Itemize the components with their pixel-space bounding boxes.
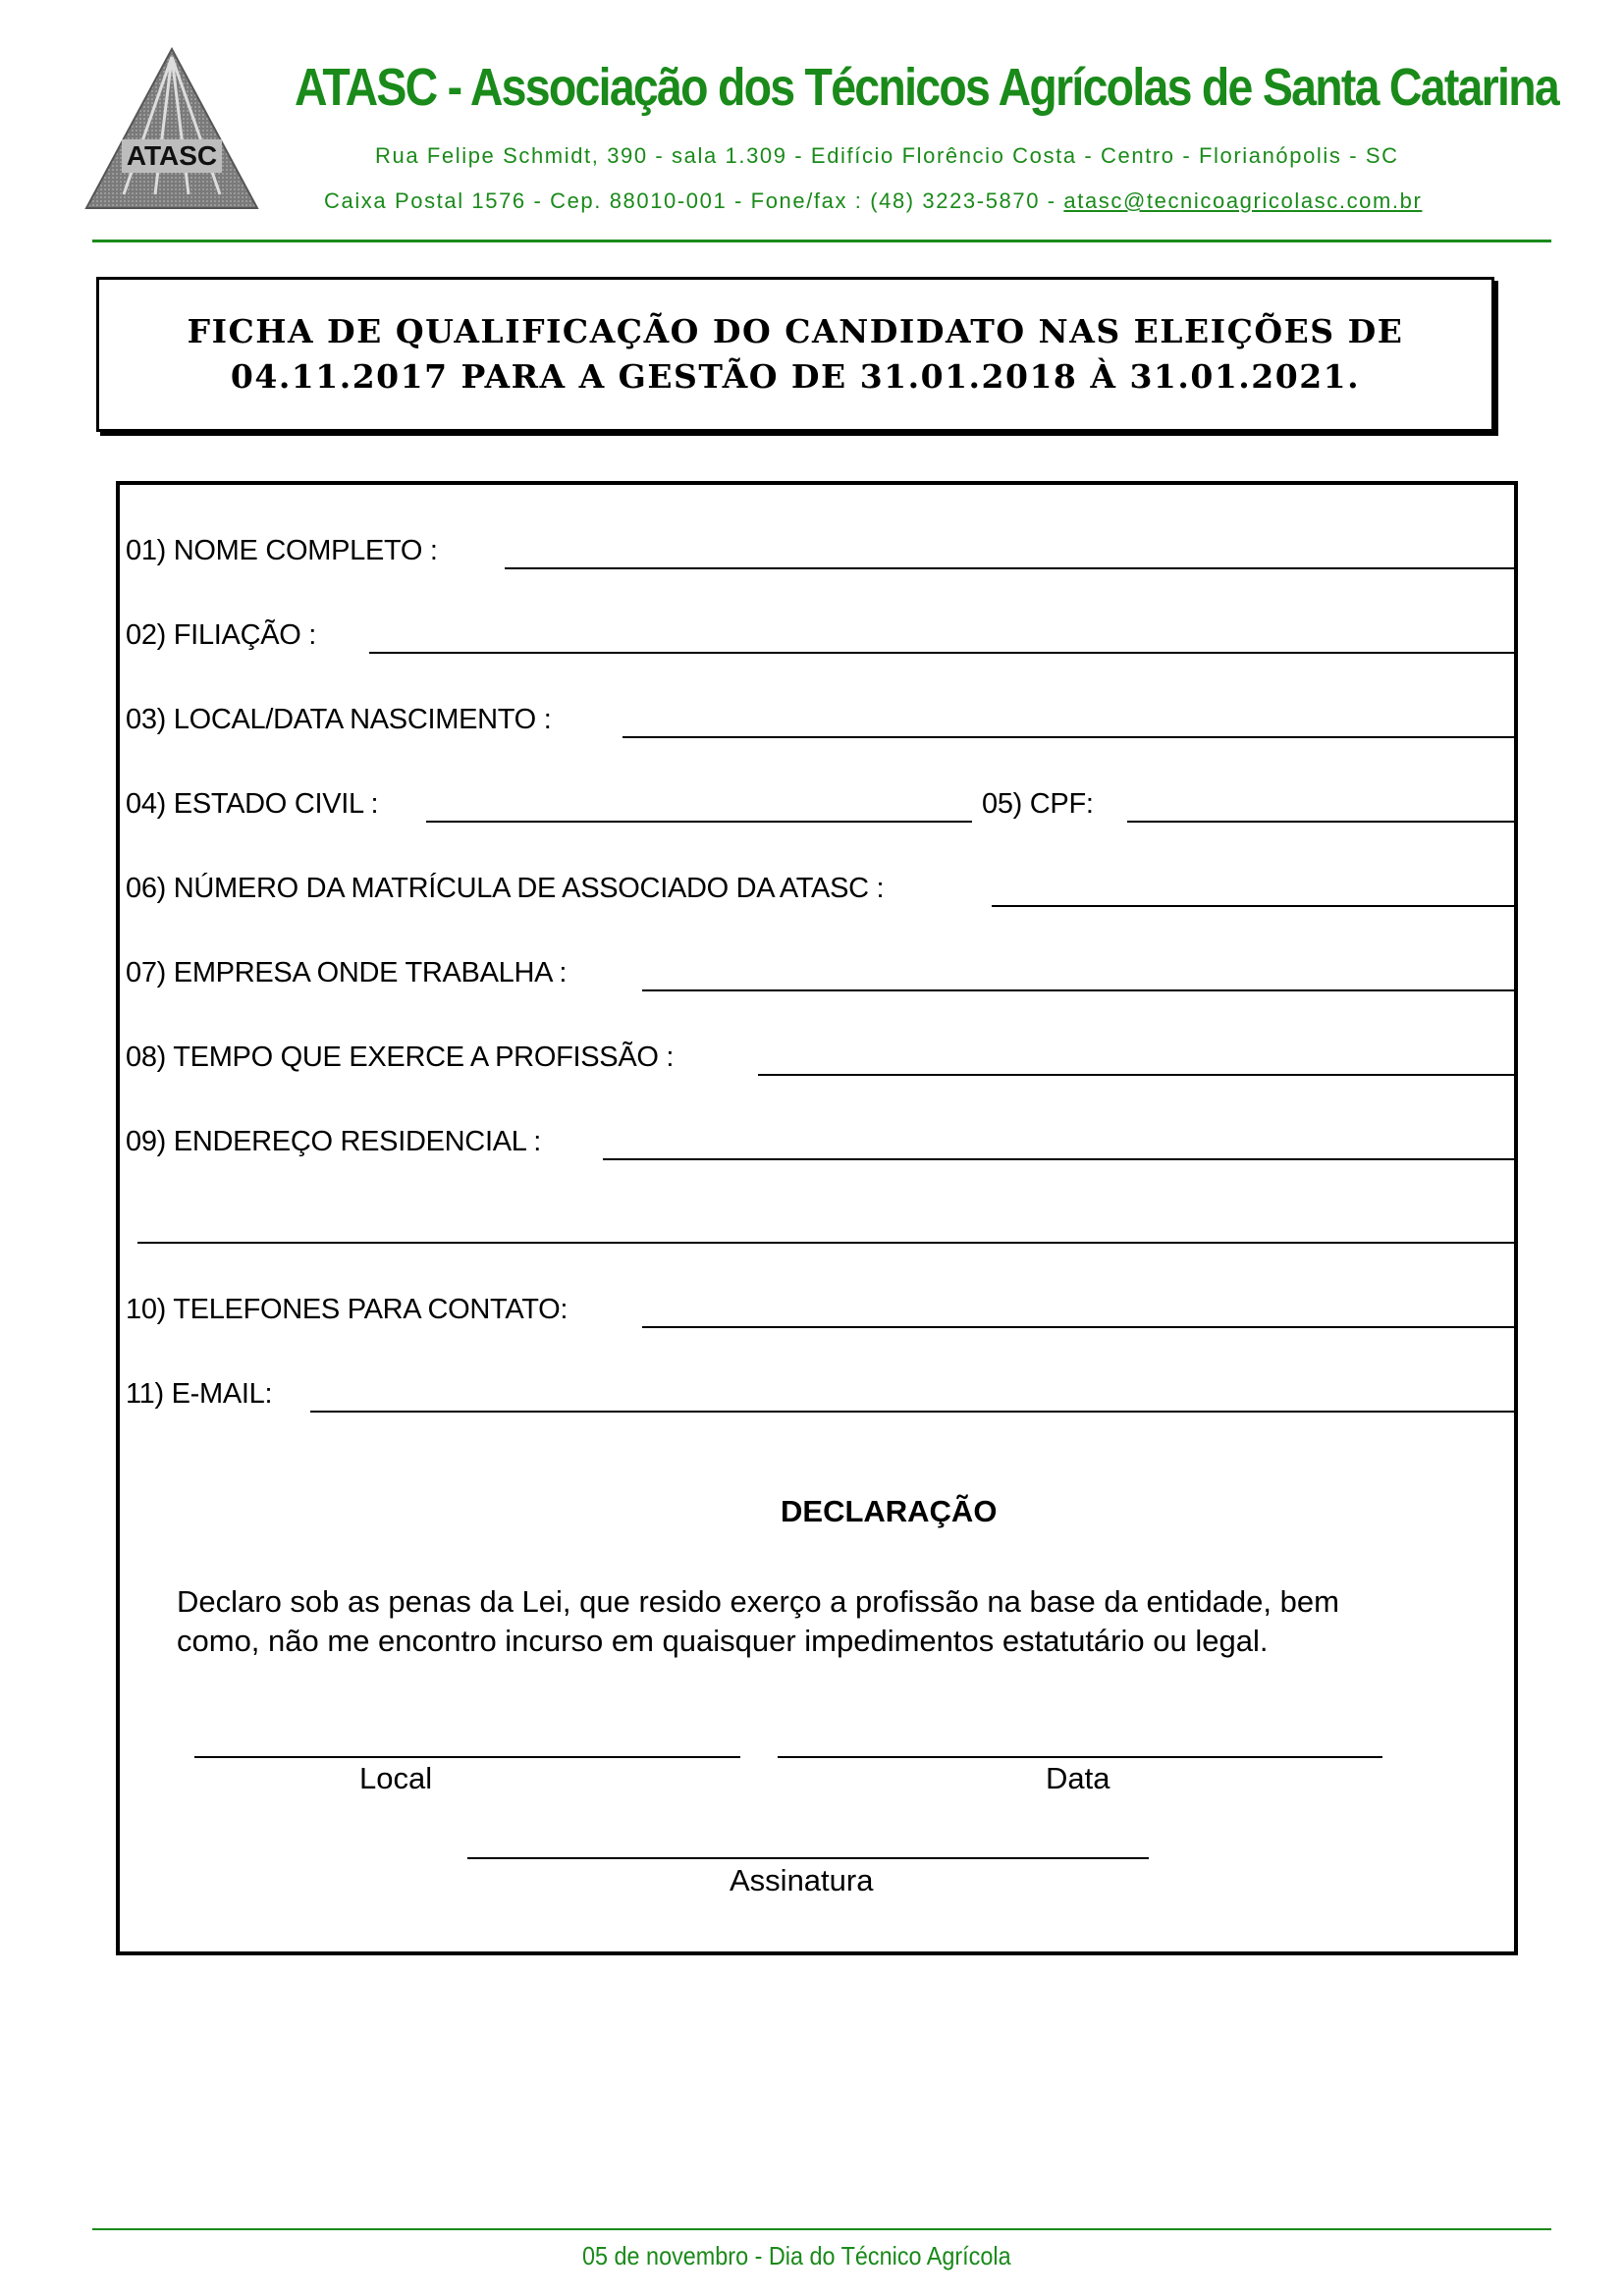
field-line-endereco-continued[interactable] [137, 1242, 1516, 1244]
signature-line-data[interactable] [778, 1756, 1382, 1758]
field-label-local-data: 03) LOCAL/DATA NASCIMENTO : [126, 704, 552, 735]
field-line-email[interactable] [310, 1411, 1516, 1413]
signature-label-assinatura: Assinatura [730, 1863, 874, 1897]
field-label-matricula: 06) NÚMERO DA MATRÍCULA DE ASSOCIADO DA ATASC : [126, 873, 885, 904]
declaration-line-1: Declaro sob as penas da Lei, que resido exerço a profissão na base da entidade, bem [177, 1584, 1339, 1619]
field-line-filiacao[interactable] [369, 652, 1516, 654]
form-title-line-2: 04.11.2017 PARA A GESTÃO DE 31.01.2018 À 31.01.2021. [230, 357, 1361, 396]
address-line-1: Rua Felipe Schmidt, 390 - sala 1.309 - Edifício Florêncio Costa - Centro - Florianópolis - SC [375, 143, 1399, 168]
field-line-matricula[interactable] [992, 905, 1516, 907]
field-line-tempo[interactable] [758, 1074, 1516, 1076]
field-line-telefones[interactable] [642, 1326, 1516, 1328]
field-label-nome: 01) NOME COMPLETO : [126, 535, 438, 566]
signature-label-local: Local [359, 1761, 433, 1795]
field-label-endereco: 09) ENDEREÇO RESIDENCIAL : [126, 1126, 542, 1157]
declaration-title: DECLARAÇÃO [781, 1494, 998, 1528]
email-link[interactable]: atasc@tecnicoagricolasc.com.br [1063, 188, 1423, 213]
form-title-line-1: FICHA DE QUALIFICAÇÃO DO CANDIDATO NAS ELEIÇÕES DE [187, 312, 1404, 350]
contact-info: Caixa Postal 1576 - Cep. 88010-001 - Fone/fax : (48) 3223-5870 - [324, 188, 1064, 213]
address-line-2 [324, 188, 1422, 214]
signature-line-assinatura[interactable] [467, 1857, 1149, 1859]
organization-title: ATASC - Associação dos Técnicos Agrícolas de Santa Catarina [295, 58, 1558, 117]
field-label-telefones: 10) TELEFONES PARA CONTATO: [126, 1294, 568, 1325]
form-box [116, 481, 1518, 1955]
svg-text:ATASC: ATASC [126, 140, 218, 171]
signature-label-data: Data [1046, 1761, 1110, 1795]
field-label-estado-civil: 04) ESTADO CIVIL : [126, 788, 379, 820]
footer-divider [92, 2228, 1551, 2230]
declaration-text [177, 1582, 1339, 1661]
field-line-endereco[interactable] [603, 1158, 1516, 1160]
field-label-filiacao: 02) FILIAÇÃO : [126, 619, 317, 651]
field-label-cpf: 05) CPF: [982, 788, 1094, 820]
declaration-line-2: como, não me encontro incurso em quaisquer impedimentos estatutário ou legal. [177, 1624, 1269, 1658]
field-line-empresa[interactable] [642, 989, 1516, 991]
field-label-tempo: 08) TEMPO QUE EXERCE A PROFISSÃO : [126, 1041, 675, 1073]
field-label-email: 11) E-MAIL: [126, 1378, 273, 1410]
field-line-estado-civil[interactable] [426, 821, 972, 823]
header-divider [92, 240, 1551, 242]
field-line-cpf[interactable] [1127, 821, 1516, 823]
field-line-local-data[interactable] [623, 736, 1516, 738]
field-label-empresa: 07) EMPRESA ONDE TRABALHA : [126, 957, 568, 988]
atasc-logo [84, 47, 259, 210]
field-line-nome[interactable] [505, 567, 1516, 569]
signature-line-local[interactable] [194, 1756, 740, 1758]
form-title-box [96, 277, 1494, 432]
footer-text: 05 de novembro - Dia do Técnico Agrícola [582, 2241, 1011, 2270]
